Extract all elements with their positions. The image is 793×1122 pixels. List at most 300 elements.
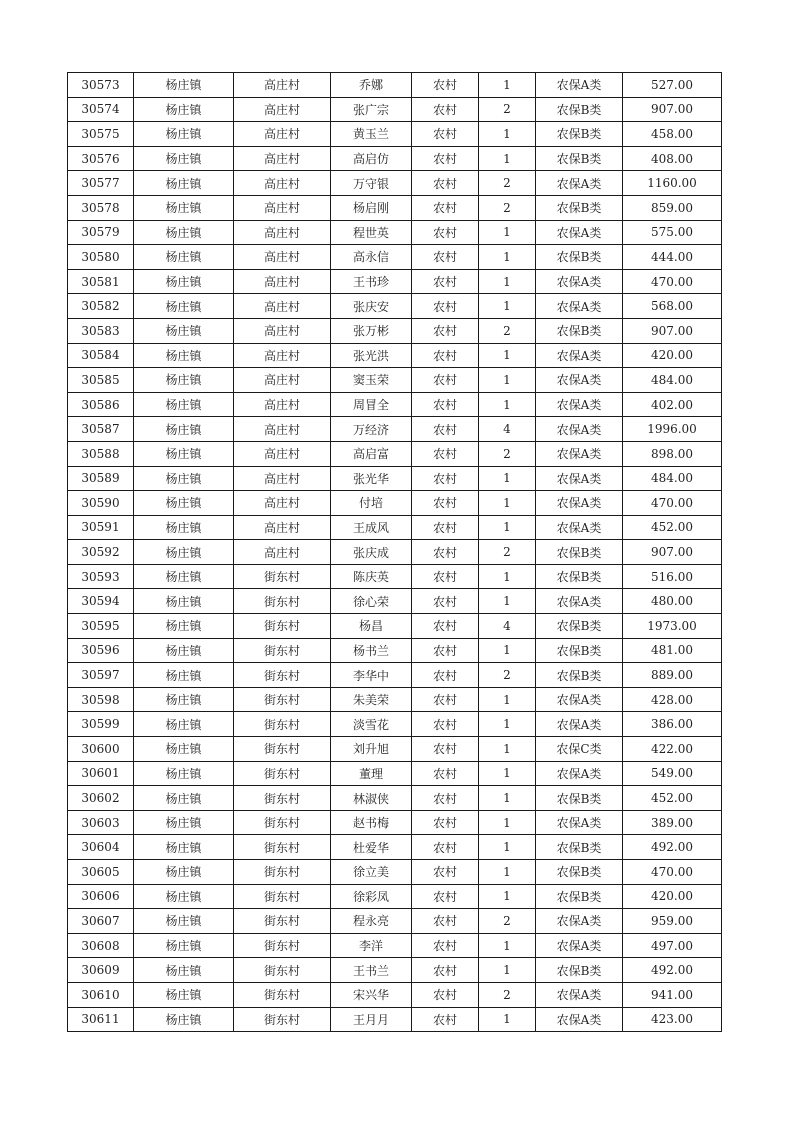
amount-cell: 568.00	[623, 294, 722, 319]
town-cell: 杨庄镇	[134, 146, 234, 171]
amount-cell: 484.00	[623, 368, 722, 393]
village-cell: 高庄村	[234, 540, 331, 565]
village-cell: 街东村	[234, 786, 331, 811]
insurance-type-cell: 农保B类	[536, 245, 623, 270]
amount-cell: 470.00	[623, 860, 722, 885]
town-cell: 杨庄镇	[134, 392, 234, 417]
row-id-cell: 30611	[68, 1007, 134, 1032]
area-type-cell: 农村	[412, 1007, 479, 1032]
village-cell: 高庄村	[234, 122, 331, 147]
insurance-type-cell: 农保B类	[536, 663, 623, 688]
count-cell: 2	[479, 663, 536, 688]
town-cell: 杨庄镇	[134, 1007, 234, 1032]
table-row	[68, 195, 722, 220]
row-id-cell: 30607	[68, 909, 134, 934]
count-cell: 1	[479, 810, 536, 835]
village-cell: 高庄村	[234, 417, 331, 442]
table-row	[68, 614, 722, 639]
table-row	[68, 909, 722, 934]
count-cell: 1	[479, 122, 536, 147]
row-id-cell: 30596	[68, 638, 134, 663]
village-cell: 街东村	[234, 687, 331, 712]
table-row	[68, 687, 722, 712]
count-cell: 1	[479, 343, 536, 368]
town-cell: 杨庄镇	[134, 171, 234, 196]
insurance-type-cell: 农保B类	[536, 97, 623, 122]
row-id-cell: 30588	[68, 441, 134, 466]
count-cell: 1	[479, 294, 536, 319]
town-cell: 杨庄镇	[134, 589, 234, 614]
insurance-type-cell: 农保B类	[536, 638, 623, 663]
amount-cell: 422.00	[623, 737, 722, 762]
row-id-cell: 30580	[68, 245, 134, 270]
table-row	[68, 318, 722, 343]
table-row	[68, 589, 722, 614]
table-row	[68, 97, 722, 122]
name-cell: 张庆成	[331, 540, 412, 565]
name-cell: 张万彬	[331, 318, 412, 343]
row-id-cell: 30594	[68, 589, 134, 614]
name-cell: 高启富	[331, 441, 412, 466]
count-cell: 1	[479, 73, 536, 98]
village-cell: 街东村	[234, 884, 331, 909]
insurance-type-cell: 农保A类	[536, 909, 623, 934]
count-cell: 1	[479, 515, 536, 540]
village-cell: 街东村	[234, 933, 331, 958]
insurance-type-cell: 农保B类	[536, 835, 623, 860]
insurance-type-cell: 农保A类	[536, 392, 623, 417]
row-id-cell: 30605	[68, 860, 134, 885]
area-type-cell: 农村	[412, 589, 479, 614]
area-type-cell: 农村	[412, 982, 479, 1007]
row-id-cell: 30589	[68, 466, 134, 491]
table-row	[68, 466, 722, 491]
town-cell: 杨庄镇	[134, 417, 234, 442]
table-row	[68, 540, 722, 565]
village-cell: 街东村	[234, 909, 331, 934]
amount-cell: 907.00	[623, 318, 722, 343]
table-row	[68, 564, 722, 589]
amount-cell: 480.00	[623, 589, 722, 614]
table-row	[68, 761, 722, 786]
town-cell: 杨庄镇	[134, 982, 234, 1007]
area-type-cell: 农村	[412, 564, 479, 589]
village-cell: 街东村	[234, 589, 331, 614]
count-cell: 1	[479, 737, 536, 762]
area-type-cell: 农村	[412, 810, 479, 835]
town-cell: 杨庄镇	[134, 515, 234, 540]
town-cell: 杨庄镇	[134, 195, 234, 220]
insurance-type-cell: 农保A类	[536, 687, 623, 712]
insurance-type-cell: 农保B类	[536, 195, 623, 220]
insurance-type-cell: 农保A类	[536, 269, 623, 294]
amount-cell: 941.00	[623, 982, 722, 1007]
area-type-cell: 农村	[412, 368, 479, 393]
count-cell: 2	[479, 195, 536, 220]
name-cell: 王书兰	[331, 958, 412, 983]
amount-cell: 497.00	[623, 933, 722, 958]
area-type-cell: 农村	[412, 540, 479, 565]
insurance-type-cell: 农保A类	[536, 982, 623, 1007]
table-row	[68, 220, 722, 245]
area-type-cell: 农村	[412, 737, 479, 762]
area-type-cell: 农村	[412, 909, 479, 934]
amount-cell: 444.00	[623, 245, 722, 270]
name-cell: 徐立美	[331, 860, 412, 885]
row-id-cell: 30579	[68, 220, 134, 245]
table-row	[68, 663, 722, 688]
area-type-cell: 农村	[412, 761, 479, 786]
village-cell: 街东村	[234, 712, 331, 737]
row-id-cell: 30576	[68, 146, 134, 171]
insurance-type-cell: 农保A类	[536, 810, 623, 835]
row-id-cell: 30587	[68, 417, 134, 442]
row-id-cell: 30597	[68, 663, 134, 688]
count-cell: 1	[479, 392, 536, 417]
insurance-type-cell: 农保B类	[536, 318, 623, 343]
row-id-cell: 30590	[68, 491, 134, 516]
row-id-cell: 30583	[68, 318, 134, 343]
row-id-cell: 30582	[68, 294, 134, 319]
name-cell: 陈庆英	[331, 564, 412, 589]
area-type-cell: 农村	[412, 220, 479, 245]
town-cell: 杨庄镇	[134, 269, 234, 294]
name-cell: 朱美荣	[331, 687, 412, 712]
count-cell: 1	[479, 491, 536, 516]
name-cell: 乔娜	[331, 73, 412, 98]
area-type-cell: 农村	[412, 687, 479, 712]
name-cell: 张庆安	[331, 294, 412, 319]
amount-cell: 898.00	[623, 441, 722, 466]
insurance-type-cell: 农保C类	[536, 737, 623, 762]
town-cell: 杨庄镇	[134, 220, 234, 245]
count-cell: 1	[479, 1007, 536, 1032]
name-cell: 万经济	[331, 417, 412, 442]
count-cell: 1	[479, 835, 536, 860]
name-cell: 徐心荣	[331, 589, 412, 614]
town-cell: 杨庄镇	[134, 245, 234, 270]
name-cell: 杨书兰	[331, 638, 412, 663]
name-cell: 张广宗	[331, 97, 412, 122]
row-id-cell: 30575	[68, 122, 134, 147]
amount-cell: 452.00	[623, 786, 722, 811]
area-type-cell: 农村	[412, 343, 479, 368]
village-cell: 高庄村	[234, 195, 331, 220]
count-cell: 1	[479, 269, 536, 294]
table-row	[68, 122, 722, 147]
amount-cell: 1160.00	[623, 171, 722, 196]
amount-cell: 527.00	[623, 73, 722, 98]
town-cell: 杨庄镇	[134, 441, 234, 466]
village-cell: 高庄村	[234, 220, 331, 245]
name-cell: 徐彩凤	[331, 884, 412, 909]
insurance-type-cell: 农保A类	[536, 368, 623, 393]
row-id-cell: 30593	[68, 564, 134, 589]
row-id-cell: 30586	[68, 392, 134, 417]
row-id-cell: 30603	[68, 810, 134, 835]
name-cell: 付培	[331, 491, 412, 516]
amount-cell: 428.00	[623, 687, 722, 712]
table-row	[68, 638, 722, 663]
town-cell: 杨庄镇	[134, 638, 234, 663]
row-id-cell: 30599	[68, 712, 134, 737]
amount-cell: 420.00	[623, 343, 722, 368]
name-cell: 程永亮	[331, 909, 412, 934]
insurance-type-cell: 农保A类	[536, 589, 623, 614]
town-cell: 杨庄镇	[134, 122, 234, 147]
amount-cell: 492.00	[623, 835, 722, 860]
village-cell: 高庄村	[234, 466, 331, 491]
village-cell: 街东村	[234, 860, 331, 885]
row-id-cell: 30610	[68, 982, 134, 1007]
area-type-cell: 农村	[412, 860, 479, 885]
name-cell: 周冒全	[331, 392, 412, 417]
village-cell: 街东村	[234, 982, 331, 1007]
area-type-cell: 农村	[412, 958, 479, 983]
name-cell: 李华中	[331, 663, 412, 688]
insurance-type-cell: 农保A类	[536, 933, 623, 958]
insurance-type-cell: 农保A类	[536, 491, 623, 516]
insurance-type-cell: 农保B类	[536, 122, 623, 147]
area-type-cell: 农村	[412, 146, 479, 171]
table-row	[68, 368, 722, 393]
area-type-cell: 农村	[412, 491, 479, 516]
row-id-cell: 30581	[68, 269, 134, 294]
amount-cell: 1973.00	[623, 614, 722, 639]
count-cell: 1	[479, 687, 536, 712]
town-cell: 杨庄镇	[134, 909, 234, 934]
table-row	[68, 835, 722, 860]
village-cell: 街东村	[234, 638, 331, 663]
count-cell: 1	[479, 860, 536, 885]
name-cell: 程世英	[331, 220, 412, 245]
count-cell: 2	[479, 171, 536, 196]
count-cell: 1	[479, 884, 536, 909]
count-cell: 2	[479, 97, 536, 122]
count-cell: 1	[479, 712, 536, 737]
village-cell: 街东村	[234, 663, 331, 688]
town-cell: 杨庄镇	[134, 318, 234, 343]
insurance-type-cell: 农保A类	[536, 343, 623, 368]
town-cell: 杨庄镇	[134, 737, 234, 762]
name-cell: 赵书梅	[331, 810, 412, 835]
village-cell: 高庄村	[234, 368, 331, 393]
count-cell: 4	[479, 417, 536, 442]
area-type-cell: 农村	[412, 712, 479, 737]
amount-cell: 423.00	[623, 1007, 722, 1032]
name-cell: 王书珍	[331, 269, 412, 294]
count-cell: 4	[479, 614, 536, 639]
count-cell: 2	[479, 441, 536, 466]
area-type-cell: 农村	[412, 245, 479, 270]
amount-cell: 470.00	[623, 491, 722, 516]
name-cell: 高永信	[331, 245, 412, 270]
amount-cell: 492.00	[623, 958, 722, 983]
table-row	[68, 245, 722, 270]
insurance-type-cell: 农保B类	[536, 146, 623, 171]
count-cell: 1	[479, 958, 536, 983]
row-id-cell: 30584	[68, 343, 134, 368]
insurance-type-cell: 农保B类	[536, 786, 623, 811]
row-id-cell: 30574	[68, 97, 134, 122]
table-row	[68, 269, 722, 294]
count-cell: 2	[479, 318, 536, 343]
row-id-cell: 30591	[68, 515, 134, 540]
village-cell: 高庄村	[234, 491, 331, 516]
amount-cell: 575.00	[623, 220, 722, 245]
town-cell: 杨庄镇	[134, 466, 234, 491]
row-id-cell: 30600	[68, 737, 134, 762]
town-cell: 杨庄镇	[134, 97, 234, 122]
row-id-cell: 30578	[68, 195, 134, 220]
area-type-cell: 农村	[412, 392, 479, 417]
insurance-type-cell: 农保B类	[536, 614, 623, 639]
name-cell: 淡雪花	[331, 712, 412, 737]
count-cell: 1	[479, 589, 536, 614]
village-cell: 街东村	[234, 737, 331, 762]
amount-cell: 907.00	[623, 97, 722, 122]
amount-cell: 458.00	[623, 122, 722, 147]
count-cell: 1	[479, 466, 536, 491]
insurance-type-cell: 农保A类	[536, 171, 623, 196]
row-id-cell: 30608	[68, 933, 134, 958]
name-cell: 宋兴华	[331, 982, 412, 1007]
table-row	[68, 146, 722, 171]
name-cell: 黄玉兰	[331, 122, 412, 147]
area-type-cell: 农村	[412, 638, 479, 663]
town-cell: 杨庄镇	[134, 835, 234, 860]
amount-cell: 389.00	[623, 810, 722, 835]
amount-cell: 907.00	[623, 540, 722, 565]
data-table	[67, 72, 722, 1032]
table-row	[68, 884, 722, 909]
table-row	[68, 1007, 722, 1032]
row-id-cell: 30601	[68, 761, 134, 786]
name-cell: 杨昌	[331, 614, 412, 639]
insurance-type-cell: 农保B类	[536, 884, 623, 909]
village-cell: 高庄村	[234, 441, 331, 466]
count-cell: 1	[479, 786, 536, 811]
area-type-cell: 农村	[412, 294, 479, 319]
table-row	[68, 294, 722, 319]
row-id-cell: 30602	[68, 786, 134, 811]
count-cell: 1	[479, 368, 536, 393]
area-type-cell: 农村	[412, 171, 479, 196]
village-cell: 街东村	[234, 958, 331, 983]
area-type-cell: 农村	[412, 933, 479, 958]
area-type-cell: 农村	[412, 466, 479, 491]
village-cell: 高庄村	[234, 97, 331, 122]
insurance-type-cell: 农保B类	[536, 860, 623, 885]
count-cell: 1	[479, 245, 536, 270]
amount-cell: 516.00	[623, 564, 722, 589]
town-cell: 杨庄镇	[134, 761, 234, 786]
village-cell: 高庄村	[234, 515, 331, 540]
name-cell: 王成风	[331, 515, 412, 540]
area-type-cell: 农村	[412, 884, 479, 909]
count-cell: 1	[479, 933, 536, 958]
town-cell: 杨庄镇	[134, 933, 234, 958]
town-cell: 杨庄镇	[134, 343, 234, 368]
area-type-cell: 农村	[412, 318, 479, 343]
town-cell: 杨庄镇	[134, 564, 234, 589]
insurance-type-cell: 农保B类	[536, 540, 623, 565]
village-cell: 高庄村	[234, 171, 331, 196]
village-cell: 街东村	[234, 810, 331, 835]
table-row	[68, 515, 722, 540]
table-row	[68, 982, 722, 1007]
row-id-cell: 30606	[68, 884, 134, 909]
town-cell: 杨庄镇	[134, 712, 234, 737]
insurance-type-cell: 农保A类	[536, 294, 623, 319]
table-row	[68, 712, 722, 737]
town-cell: 杨庄镇	[134, 73, 234, 98]
table-row	[68, 441, 722, 466]
name-cell: 杨启刚	[331, 195, 412, 220]
row-id-cell: 30573	[68, 73, 134, 98]
village-cell: 街东村	[234, 564, 331, 589]
row-id-cell: 30595	[68, 614, 134, 639]
village-cell: 高庄村	[234, 245, 331, 270]
name-cell: 张光洪	[331, 343, 412, 368]
row-id-cell: 30585	[68, 368, 134, 393]
village-cell: 高庄村	[234, 318, 331, 343]
town-cell: 杨庄镇	[134, 786, 234, 811]
village-cell: 高庄村	[234, 392, 331, 417]
area-type-cell: 农村	[412, 97, 479, 122]
amount-cell: 484.00	[623, 466, 722, 491]
town-cell: 杨庄镇	[134, 958, 234, 983]
area-type-cell: 农村	[412, 614, 479, 639]
table-row	[68, 737, 722, 762]
village-cell: 街东村	[234, 1007, 331, 1032]
area-type-cell: 农村	[412, 73, 479, 98]
amount-cell: 889.00	[623, 663, 722, 688]
town-cell: 杨庄镇	[134, 860, 234, 885]
town-cell: 杨庄镇	[134, 810, 234, 835]
amount-cell: 481.00	[623, 638, 722, 663]
village-cell: 高庄村	[234, 73, 331, 98]
count-cell: 2	[479, 909, 536, 934]
count-cell: 2	[479, 982, 536, 1007]
name-cell: 高启仿	[331, 146, 412, 171]
table-row	[68, 417, 722, 442]
name-cell: 李洋	[331, 933, 412, 958]
amount-cell: 408.00	[623, 146, 722, 171]
name-cell: 王月月	[331, 1007, 412, 1032]
town-cell: 杨庄镇	[134, 663, 234, 688]
table-row	[68, 933, 722, 958]
insurance-type-cell: 农保A类	[536, 441, 623, 466]
amount-cell: 549.00	[623, 761, 722, 786]
village-cell: 街东村	[234, 835, 331, 860]
amount-cell: 859.00	[623, 195, 722, 220]
count-cell: 1	[479, 564, 536, 589]
name-cell: 张光华	[331, 466, 412, 491]
row-id-cell: 30592	[68, 540, 134, 565]
name-cell: 董理	[331, 761, 412, 786]
row-id-cell: 30604	[68, 835, 134, 860]
town-cell: 杨庄镇	[134, 368, 234, 393]
row-id-cell: 30598	[68, 687, 134, 712]
amount-cell: 420.00	[623, 884, 722, 909]
town-cell: 杨庄镇	[134, 614, 234, 639]
town-cell: 杨庄镇	[134, 687, 234, 712]
amount-cell: 452.00	[623, 515, 722, 540]
row-id-cell: 30577	[68, 171, 134, 196]
amount-cell: 1996.00	[623, 417, 722, 442]
area-type-cell: 农村	[412, 663, 479, 688]
